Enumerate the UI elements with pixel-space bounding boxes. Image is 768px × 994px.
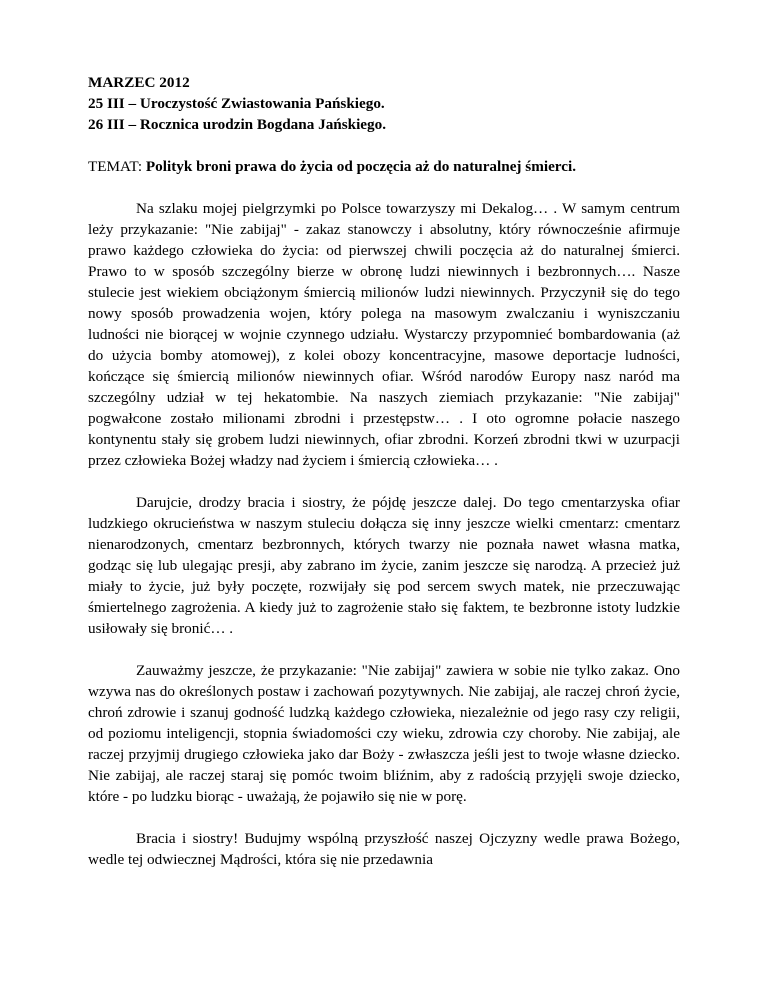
paragraph-4: Bracia i siostry! Budujmy wspólną przyszłość naszej Ojczyzny wedle prawa Bożego, wedle tej odwiecznej Mądrości, która się nie przedawnia [88, 830, 680, 868]
topic-label: TEMAT: [88, 158, 146, 175]
header-month: MARZEC 2012 [88, 74, 190, 91]
topic-title: Polityk broni prawa do życia od poczęcia aż do naturalnej śmierci. [145, 158, 577, 175]
paragraph-1: Na szlaku mojej pielgrzymki po Polsce towarzyszy mi Dekalog… . W samym centrum leży przykazanie: "Nie zabijaj" - zakaz stanowczy i absolutny, który równocześnie afirmuje prawo każdego człowieka do życia: od pierwszej chwili poczęcia aż do naturalnej śmierci. Prawo to w sposób szczególny bierze w obronę ludzi niewinnych i bezbronnych…. Nasze stulecie jest wiekiem obciążonym śmiercią milionów ludzi niewinnych. Przyczynił się do tego nowy sposób prowadzenia wojen, który polega na masowym zwalczaniu i wyniszczaniu ludności nie biorącej w wojnie czynnego udziału. Wystarczy przypomnieć bombardowania (aż do użycia bomby atomowej), z kolei obozy koncentracyjne, masowe deportacje ludności, kończące się śmiercią milionów niewinnych ofiar. Wśród narodów Europy nasz naród ma szczególny udział w tej hekatombie. Na naszych ziemiach przykazanie: "Nie zabijaj" pogwałcone zostało milionami zbrodni i przestępstw… . I oto ogromne połacie naszego kontynentu stały się grobem ludzi niewinnych, ofiar zbrodni. Korzeń zbrodni tkwi w uzurpacji przez człowieka Bożej władzy nad życiem i śmiercią człowieka… . [88, 200, 680, 469]
header-anniversary-janski: 26 III – Rocznica urodzin Bogdana Jańskiego. [88, 116, 387, 133]
document-page [88, 72, 680, 891]
topic-line [88, 156, 680, 177]
paragraph-2: Darujcie, drodzy bracia i siostry, że pójdę jeszcze dalej. Do tego cmentarzyska ofiar ludzkiego okrucieństwa w naszym stuleciu dołącza się inny jeszcze wielki cmentarz: cmentarz nienarodzonych, cmentarz bezbronnych, których twarzy nie poznała nawet własna matka, godząc się lub ulegając presji, aby zabrano im życie, zanim jeszcze się narodzą. A przecież już miały to życie, już były poczęte, rozwijały się pod sercem swych matek, nie przeczuwając śmiertelnego zagrożenia. A kiedy już to zagrożenie stało się faktem, te bezbronne istoty ludzkie usiłowały się bronić… . [88, 494, 680, 637]
document-header [88, 72, 680, 135]
header-feast-annunciation: 25 III – Uroczystość Zwiastowania Pańskiego. [88, 95, 385, 112]
paragraph-3: Zauważmy jeszcze, że przykazanie: "Nie zabijaj" zawiera w sobie nie tylko zakaz. Ono wzywa nas do określonych postaw i zachowań pozytywnych. Nie zabijaj, ale raczej chroń życie, chroń zdrowie i szanuj godność ludzką każdego człowieka, niezależnie od jego rasy czy religii, od poziomu inteligencji, stopnia świadomości czy wieku, zdrowia czy choroby. Nie zabijaj, ale raczej przyjmij drugiego człowieka jako dar Boży - zwłaszcza jeśli jest to twoje własne dziecko. Nie zabijaj, ale raczej staraj się pomóc twoim bliźnim, aby z radością przyjęli swoje dziecko, które - po ludzku biorąc - uważają, że pojawiło się nie w porę. [88, 662, 680, 805]
